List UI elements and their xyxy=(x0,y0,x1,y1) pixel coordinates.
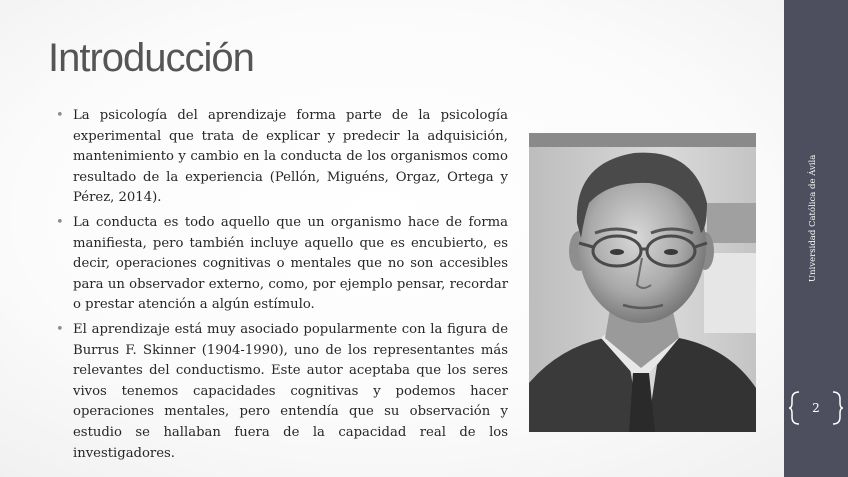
bullet-item xyxy=(56,106,508,209)
bullet-text: El aprendizaje está muy asociado popularmente con la figura de Burrus F. Skinner (1904-1990), uno de los representantes más relevantes del conductismo. Este autor aceptaba que los seres vivos tenemos capacidades cognitivas y podemos hacer operaciones mentales, pero entendía que su observación y estudio se hallaban fuera de la capacidad real de los investigadores. xyxy=(73,321,508,461)
bullet-text: La psicología del aprendizaje forma parte de la psicología experimental que trata de explicar y predecir la adquisición, mantenimiento y cambio en la conducta de los organismos como resultado de la experiencia (Pellón, Miguéns, Orgaz, Ortega y Pérez, 2014). xyxy=(73,108,508,206)
bullet-item xyxy=(56,213,508,316)
bullet-list xyxy=(56,106,508,468)
page-number: 2 xyxy=(812,401,820,415)
bullet-item xyxy=(56,320,508,464)
institution-name xyxy=(808,266,818,282)
bullet-text: La conducta es todo aquello que un organismo hace de forma manifiesta, pero también incluye aquello que es encubierto, es decir, operaciones cognitivas o mentales que no son accesibles para un observador externo, como, por ejemplo pensar, recordar o prestar atención a algún estímulo. xyxy=(73,214,508,313)
portrait-illustration xyxy=(529,133,756,432)
bullet-dot-icon: • xyxy=(56,214,64,230)
portrait-photo xyxy=(529,133,756,432)
bullet-dot-icon: • xyxy=(56,108,64,123)
slide-title: Introducción xyxy=(48,36,254,80)
page-number-box xyxy=(789,390,843,426)
bullet-dot-icon: • xyxy=(56,321,64,337)
